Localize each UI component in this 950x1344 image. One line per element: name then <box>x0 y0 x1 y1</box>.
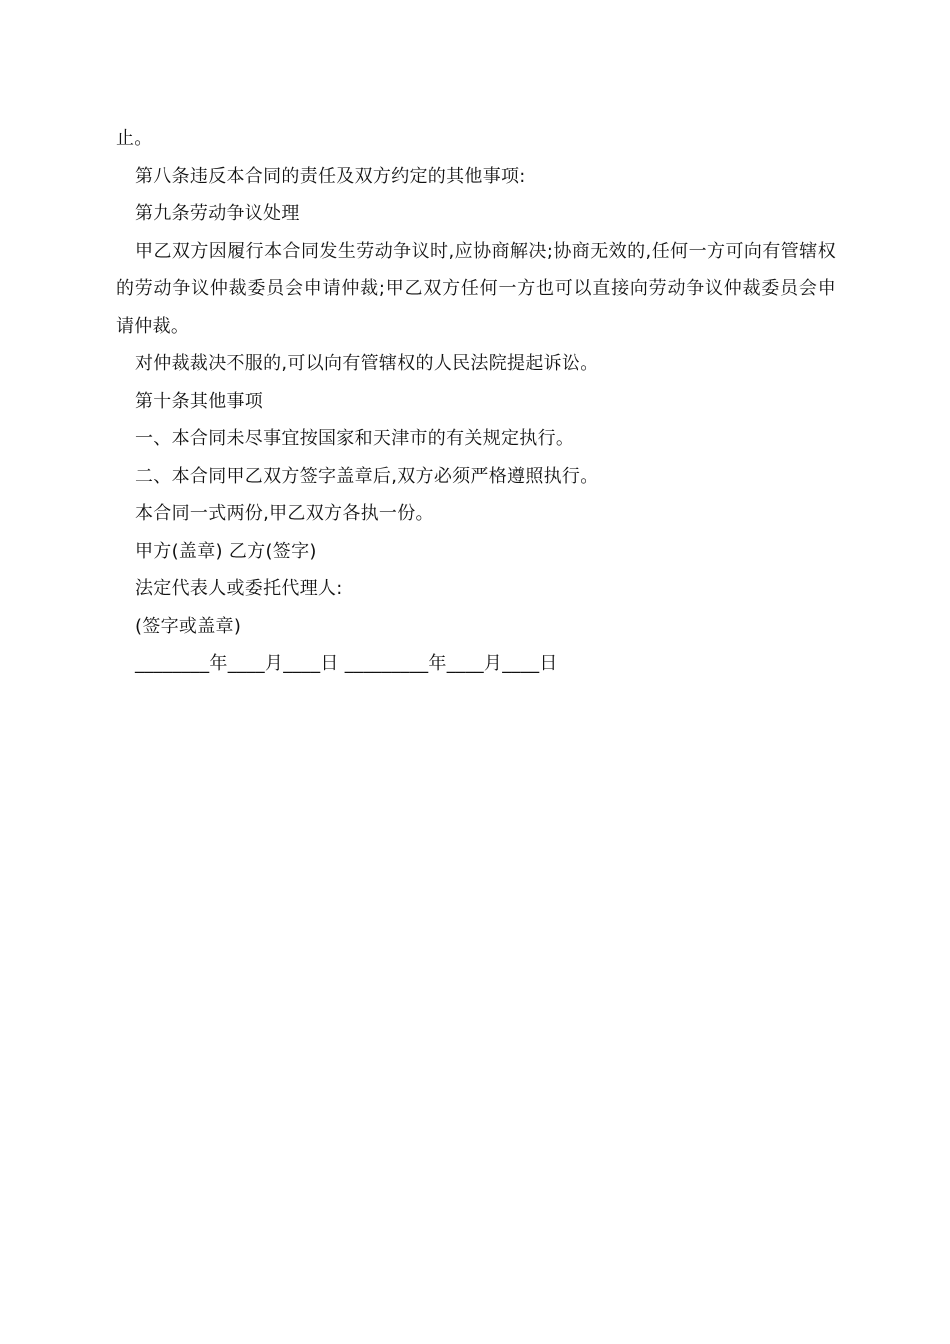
legal-representative-label: 法定代表人或委托代理人: <box>135 578 343 599</box>
contract-body <box>116 120 836 683</box>
date-blanks: ________年____月____日 _________年____月____日 <box>135 653 558 674</box>
copies-statement: 本合同一式两份,甲乙双方各执一份。 <box>135 503 434 524</box>
article-10-heading: 第十条其他事项 <box>135 390 264 412</box>
litigation-paragraph: 对仲裁裁决不服的,可以向有管辖权的人民法院提起诉讼。 <box>135 353 599 374</box>
sign-or-seal-label: (签字或盖章) <box>135 615 242 637</box>
parties-signature-labels: 甲方(盖章) 乙方(签字) <box>135 540 317 562</box>
text-line-continuation: 止。 <box>116 128 153 149</box>
arbitration-paragraph: 甲乙双方因履行本合同发生劳动争议时,应协商解决;协商无效的,任何一方可向有管辖权的劳动争议仲裁委员会申请仲裁;甲乙双方任何一方也可以直接向劳动争议仲裁委员会申请仲裁。 <box>116 240 836 337</box>
article-9-heading: 第九条劳动争议处理 <box>135 203 300 224</box>
article-8-heading: 第八条违反本合同的责任及双方约定的其他事项: <box>135 165 526 187</box>
clause-1: 一、本合同未尽事宜按国家和天津市的有关规定执行。 <box>135 428 575 449</box>
clause-2: 二、本合同甲乙双方签字盖章后,双方必须严格遵照执行。 <box>135 465 599 487</box>
